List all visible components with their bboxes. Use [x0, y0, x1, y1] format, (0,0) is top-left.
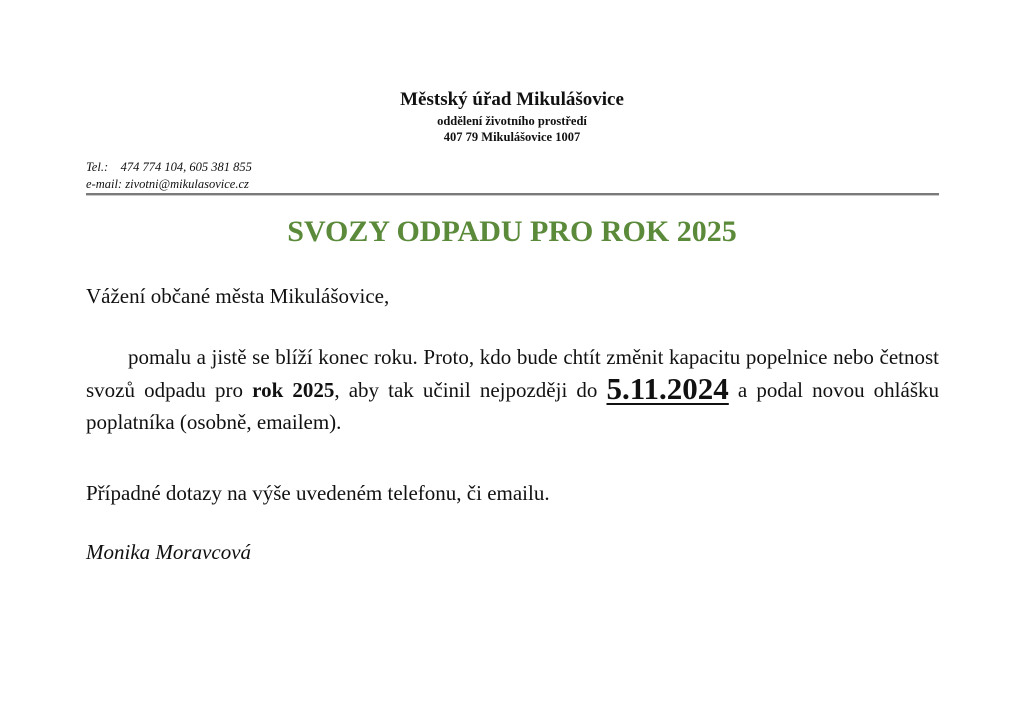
phone-label: Tel.: [86, 160, 109, 174]
office-name: Městský úřad Mikulášovice [400, 89, 624, 110]
header-divider [86, 193, 939, 196]
paragraph-text-2: , aby tak učinil nejpozději do [334, 378, 598, 402]
paragraph-bold-year: rok 2025 [252, 378, 335, 402]
office-address: 407 79 Mikulášovice 1007 [443, 130, 581, 144]
notice-title: SVOZY ODPADU PRO ROK 2025 [287, 215, 737, 248]
paragraph-text-3: a podal novou ohlášku poplatníka (osobně, emailem). [86, 378, 940, 434]
deadline-date: 5.11.2024 [606, 371, 729, 406]
email-line [86, 177, 249, 191]
phone-numbers: 474 774 104, 605 381 855 [120, 160, 252, 174]
phone-line [86, 160, 252, 174]
signature: Monika Moravcová [86, 540, 252, 564]
salutation: Vážení občané města Mikulášovice, [86, 284, 390, 308]
paragraph-text-1: pomalu a jistě se blíží konec roku. Proto, kdo bude chtít změnit kapacitu popelnice nebo četnost svozů odpadu pro [86, 345, 939, 402]
email-address: zivotni@mikulasovice.cz [125, 177, 249, 191]
main-paragraph [86, 341, 939, 438]
questions-line: Případné dotazy na výše uvedeném telefonu, či emailu. [86, 481, 550, 505]
email-label: e-mail: [86, 177, 123, 191]
department-name: oddělení životního prostředí [437, 114, 587, 128]
